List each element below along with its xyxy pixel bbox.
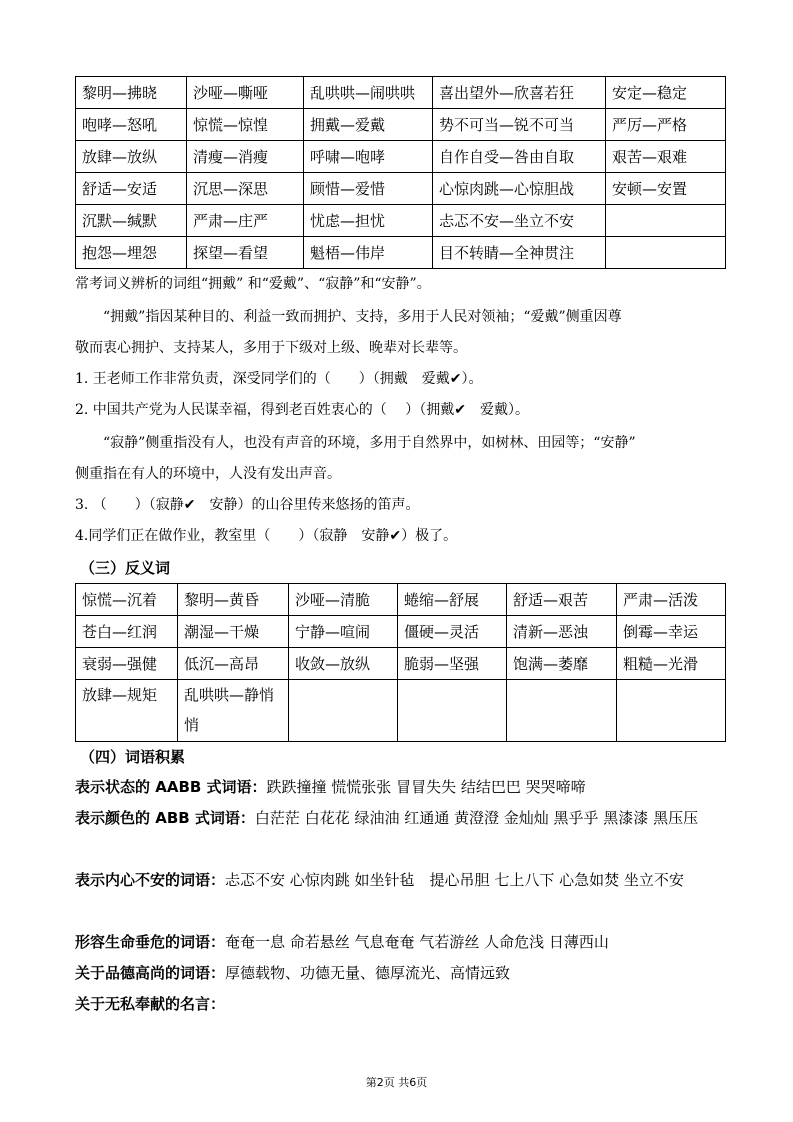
antonym-cell [398,680,507,742]
table-row [76,205,726,237]
antonym-cell: 潮湿—干燥 [178,616,289,648]
accumulation-heading: （四）词语积累 [80,748,186,766]
antonym-cell [507,680,617,742]
antonym-cell: 乱哄哄—静悄悄 [178,680,289,742]
antonym-cell [617,680,726,742]
synonym-cell [606,205,726,237]
synonym-cell: 抱怨—埋怨 [76,237,187,269]
synonym-cell: 舒适—安适 [76,173,187,205]
table-row [76,648,726,680]
table-row [76,173,726,205]
accumulation-label: 表示内心不安的词语： [75,871,226,889]
accumulation-text: 跌跌撞撞 慌慌张张 冒冒失失 结结巴巴 哭哭啼啼 [266,778,586,796]
accumulation-text: 奄奄一息 命若悬丝 气息奄奄 气若游丝 人命危浅 日薄西山 [225,933,609,951]
synonym-cell: 乱哄哄—闹哄哄 [304,77,433,109]
question-2: 2. 中国共产党为人民谋幸福，得到老百姓衷心的（ ）（拥戴✔ 爱戴）。 [75,402,529,418]
synonym-cell: 拥戴—爱戴 [304,109,433,141]
table-row [76,616,726,648]
synonym-cell: 势不可当—锐不可当 [433,109,606,141]
synonym-cell: 黎明—拂晓 [76,77,187,109]
accumulation-label: 关于无私奉献的名言： [75,995,226,1013]
antonym-cell: 倒霉—幸运 [617,616,726,648]
synonym-cell: 忧虑—担忧 [304,205,433,237]
accumulation-item [75,772,725,803]
accumulation-item [75,958,725,989]
synonyms-table [75,76,726,269]
synonym-cell: 顾惜—爱惜 [304,173,433,205]
table-row [76,237,726,269]
antonym-cell: 清新—恶浊 [507,616,617,648]
question-3: 3. （ ）（寂静✔ 安静）的山谷里传来悠扬的笛声。 [75,497,420,513]
antonym-cell: 舒适—艰苦 [507,584,617,616]
antonym-cell [289,680,398,742]
definition-jijing-anjing: “寂静”侧重指没有人，也没有声音的环境，多用于自然界中，如树林、田园等；“安静” [103,435,636,451]
synonym-cell: 探望—看望 [187,237,304,269]
accumulation-text: 忐忑不安 心惊肉跳 如坐针毡 提心吊胆 七上八下 心急如焚 坐立不安 [225,871,684,889]
synonym-cell: 咆哮—怒吼 [76,109,187,141]
accumulation-label: 关于品德高尚的词语： [75,964,226,982]
synonym-cell: 心惊肉跳—心惊胆战 [433,173,606,205]
synonym-cell: 惊慌—惊惶 [187,109,304,141]
antonym-cell: 黎明—黄昏 [178,584,289,616]
antonym-cell: 惊慌—沉着 [76,584,178,616]
synonym-cell: 沉默—缄默 [76,205,187,237]
antonym-cell: 严肃—活泼 [617,584,726,616]
synonym-cell: 沙哑—嘶哑 [187,77,304,109]
accumulation-text: 白茫茫 白花花 绿油油 红通通 黄澄澄 金灿灿 黑乎乎 黑漆漆 黑压压 [254,809,699,827]
antonym-cell: 脆弱—坚强 [398,648,507,680]
antonyms-table [75,583,726,742]
synonym-cell: 艰苦—艰难 [606,141,726,173]
synonym-cell: 沉思—深思 [187,173,304,205]
antonym-cell: 僵硬—灵活 [398,616,507,648]
synonym-cell: 严厉—严格 [606,109,726,141]
antonym-cell: 收敛—放纵 [289,648,398,680]
antonym-cell: 蜷缩—舒展 [398,584,507,616]
antonym-cell: 低沉—高昂 [178,648,289,680]
accumulation-text: 厚德载物、功德无量、德厚流光、高情远致 [225,964,511,982]
page-footer: 第2页 共6页 [365,1076,428,1089]
question-1: 1. 王老师工作非常负责，深受同学们的（ ）（拥戴 爱戴✔）。 [75,371,483,387]
table-row [76,109,726,141]
synonym-cell: 清瘦—消瘦 [187,141,304,173]
antonym-cell: 宁静—喧闹 [289,616,398,648]
synonym-cell: 自作自受—咎由自取 [433,141,606,173]
antonym-cell: 衰弱—强健 [76,648,178,680]
antonym-cell: 饱满—萎靡 [507,648,617,680]
synonym-cell: 忐忑不安—坐立不安 [433,205,606,237]
antonym-cell: 苍白—红润 [76,616,178,648]
antonym-cell: 放肆—规矩 [76,680,178,742]
accumulation-label: 表示状态的 AABB 式词语： [75,778,267,796]
synonym-cell [606,237,726,269]
synonym-cell: 安定—稳定 [606,77,726,109]
synonym-cell: 严肃—庄严 [187,205,304,237]
synonym-cell: 安顿—安置 [606,173,726,205]
definition-yongdai-aidai: “拥戴”指因某种目的、利益一致而拥护、支持，多用于人民对领袖；“爱戴”侧重因尊 [103,309,622,325]
antonym-cell: 粗糙—光滑 [617,648,726,680]
table-row [76,141,726,173]
synonym-cell: 放肆—放纵 [76,141,187,173]
antonyms-heading: （三）反义词 [80,559,171,577]
accumulation-item [75,989,725,1020]
definition-jijing-anjing-cont: 侧重指在有人的环境中，人没有发出声音。 [75,466,341,482]
antonym-cell: 沙哑—清脆 [289,584,398,616]
accumulation-item [75,927,725,958]
definition-yongdai-aidai-cont: 敬而衷心拥护、支持某人，多用于下级对上级、晚辈对长辈等。 [75,340,467,356]
accumulation-label: 表示颜色的 ABB 式词语： [75,809,255,827]
accumulation-item [75,803,725,834]
table-row [76,584,726,616]
table-row [76,77,726,109]
synonym-cell: 喜出望外—欣喜若狂 [433,77,606,109]
synonym-cell: 呼啸—咆哮 [304,141,433,173]
accumulation-item [75,865,725,896]
accumulation-label: 形容生命垂危的词语： [75,933,226,951]
question-4: 4.同学们正在做作业，教室里（ ）（寂静 安静✔）极了。 [75,528,458,544]
synonym-cell: 目不转睛—全神贯注 [433,237,606,269]
synonym-cell: 魁梧—伟岸 [304,237,433,269]
analysis-intro: 常考词义辨析的词组“拥戴” 和“爱戴”、“寂静”和“安静”。 [75,276,431,292]
table-row [76,680,726,742]
